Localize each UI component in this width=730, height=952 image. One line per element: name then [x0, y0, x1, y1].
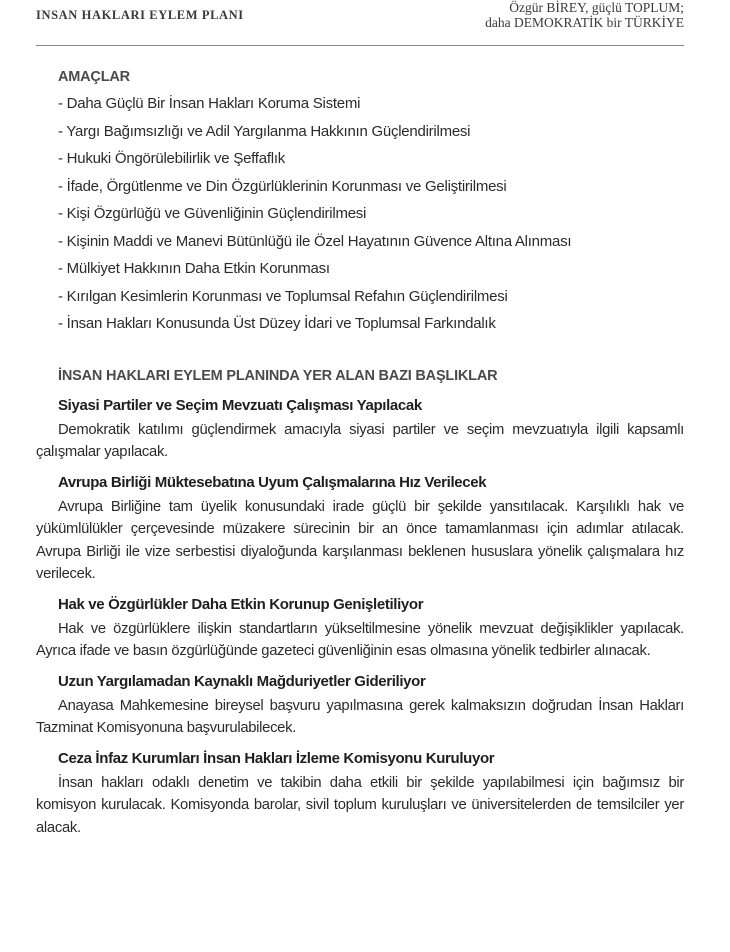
- goal-item: - Kişi Özgürlüğü ve Güvenliğinin Güçlendirilmesi: [58, 205, 367, 222]
- topic-long-trials: [36, 670, 684, 740]
- goals-section: [36, 66, 684, 338]
- topic-heading: Uzun Yargılamadan Kaynaklı Mağduriyetler Gideriliyor: [58, 672, 426, 690]
- goal-item: - Yargı Bağımsızlığı ve Adil Yargılanma Hakkının Güçlendirilmesi: [58, 122, 471, 140]
- topic-heading: Ceza İnfaz Kurumları İnsan Hakları İzleme Komisyonu Kuruluyor: [58, 749, 495, 767]
- page-content: [36, 66, 684, 839]
- header-divider: [36, 45, 684, 46]
- header-slogan-line-1: Özgür BİREY, güçlü TOPLUM;: [509, 0, 684, 15]
- goal-item: - Mülkiyet Hakkının Daha Etkin Korunması: [58, 260, 330, 277]
- topic-body: İnsan hakları odaklı denetim ve takibin daha etkili bir şekilde yapılabilmesi için bağımsız bir komisyon kurulacak. Komisyonda barolar, sivil toplum kuruluşları ve üniversitelerden de temsilciler yer alacak.: [36, 774, 684, 836]
- goal-item: - Daha Güçlü Bir İnsan Hakları Koruma Sistemi: [58, 95, 361, 112]
- topic-eu-acquis: [36, 471, 684, 586]
- topic-heading: Avrupa Birliği Müktesebatına Uyum Çalışmalarına Hız Verilecek: [58, 473, 487, 491]
- header-slogan-line-2: daha DEMOKRATİK bir TÜRKİYE: [485, 15, 684, 30]
- topic-heading: Siyasi Partiler ve Seçim Mevzuatı Çalışması Yapılacak: [58, 396, 422, 414]
- topic-body: Avrupa Birliğine tam üyelik konusundaki irade güçlü bir şekilde yansıtılacak. Karşılıklı hak ve yükümlülükler çerçevesinde müzakere sürecinin bir an önce tamamlanması için adımlar atılacak. Avrupa Birliği ile vize serbestisi diyaloğunda karşılanması beklenen hususlara yönelik çalışmalara hız verilecek.: [36, 498, 684, 582]
- goal-item: - Hukuki Öngörülebilirlik ve Şeffaflık: [58, 150, 285, 167]
- goal-item: - İnsan Hakları Konusunda Üst Düzey İdari ve Toplumsal Farkındalık: [58, 315, 496, 332]
- topic-political-parties: [36, 394, 684, 464]
- topic-body: Demokratik katılımı güçlendirmek amacıyla siyasi partiler ve seçim mevzuatıyla ilgili kapsamlı çalışmalar yapılacak.: [36, 421, 684, 460]
- header-slogan: [485, 0, 684, 30]
- topic-prison-monitoring: [36, 747, 684, 840]
- goal-item: - İfade, Örgütlenme ve Din Özgürlüklerinin Korunması ve Geliştirilmesi: [58, 177, 507, 195]
- goals-title: AMAÇLAR: [58, 69, 130, 85]
- page-header: [36, 0, 684, 47]
- document-title: INSAN HAKLARI EYLEM PLANI: [36, 8, 244, 22]
- goal-item: - Kişinin Maddi ve Manevi Bütünlüğü ile Özel Hayatının Güvence Altına Alınması: [58, 232, 572, 250]
- topic-heading: Hak ve Özgürlükler Daha Etkin Korunup Genişletiliyor: [58, 595, 424, 613]
- goals-list: [58, 90, 684, 338]
- topics-section: [36, 365, 684, 840]
- goal-item: - Kırılgan Kesimlerin Korunması ve Toplumsal Refahın Güçlendirilmesi: [58, 287, 508, 305]
- topic-rights-freedoms: [36, 593, 684, 663]
- topic-body: Hak ve özgürlüklere ilişkin standartların yükseltilmesine yönelik mevzuat değişiklikler yapılacak. Ayrıca ifade ve basın özgürlüğünde gazeteci güvenliğinin esas olmasına yönelik tedbirler alınacak.: [36, 620, 684, 659]
- topics-title: İNSAN HAKLARI EYLEM PLANINDA YER ALAN BAZI BAŞLIKLAR: [58, 367, 498, 384]
- topic-body: Anayasa Mahkemesine bireysel başvuru yapılmasına gerek kalmaksızın doğrudan İnsan Hakları Tazminat Komisyonuna başvurulabilecek.: [36, 697, 684, 736]
